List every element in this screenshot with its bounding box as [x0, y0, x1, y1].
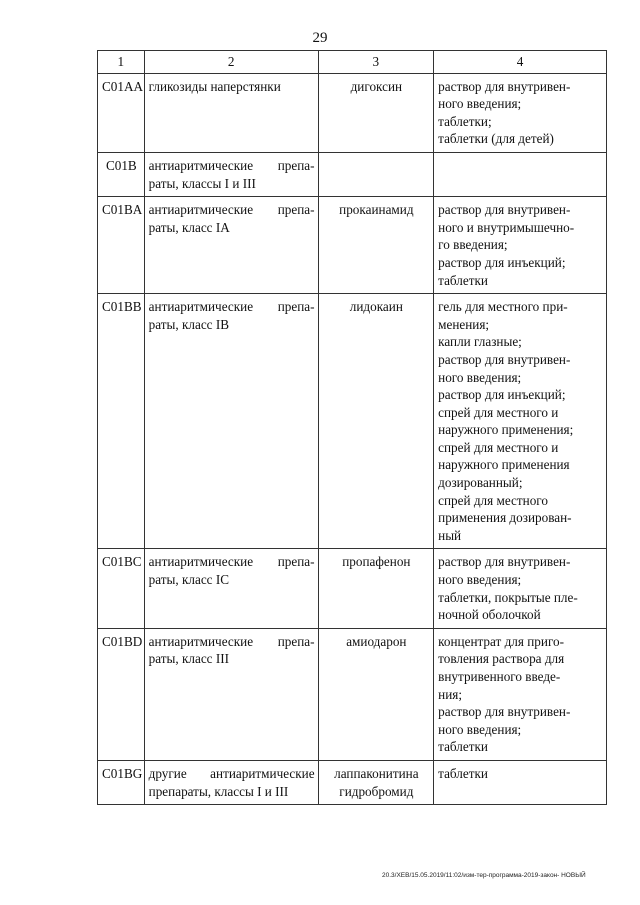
- dosage-form-cell: [434, 294, 607, 549]
- dosage-form-line: ного введения;: [438, 369, 522, 385]
- anatomical-therapeutic-group-cell: антиаритмические препа-раты, класс III: [144, 628, 318, 760]
- dosage-form-line: ного введения;: [438, 721, 522, 737]
- atc-code-cell: C01BB: [98, 294, 145, 549]
- anatomical-therapeutic-group-cell: другие антиаритмические препараты, классы I и III: [144, 760, 318, 804]
- column-header: 3: [318, 51, 434, 74]
- drug-inn-line: дигоксин: [350, 78, 403, 94]
- dosage-form-cell: [434, 73, 607, 152]
- dosage-form-line: раствор для внутривен-: [438, 202, 571, 218]
- dosage-form-line: раствор для внутривен-: [438, 78, 571, 94]
- dosage-form-line: раствор для внутривен-: [438, 351, 571, 367]
- dosage-form-line: таблетки (для детей): [438, 131, 554, 147]
- drug-inn-line: амиодарон: [346, 633, 407, 649]
- drug-inn-cell: [318, 549, 434, 628]
- table-row: [98, 294, 607, 549]
- dosage-form-line: наружного применения: [438, 457, 570, 473]
- dosage-form-cell: [434, 628, 607, 760]
- anatomical-therapeutic-group-cell: антиаритмические препа-раты, класс IB: [144, 294, 318, 549]
- table-row: [98, 197, 607, 294]
- table-row: [98, 628, 607, 760]
- column-header: 4: [434, 51, 607, 74]
- anatomical-therapeutic-group-cell: гликозиды наперстянки: [144, 73, 318, 152]
- dosage-form-line: внутривенного введе-: [438, 669, 561, 684]
- table-row: [98, 73, 607, 152]
- atc-code-cell: C01BC: [98, 549, 145, 628]
- column-header: 2: [144, 51, 318, 74]
- dosage-form-line: ного введения;: [438, 96, 522, 112]
- dosage-form-line: раствор для внутривен-: [438, 554, 571, 570]
- dosage-form-line: го введения;: [438, 237, 508, 253]
- table-row: [98, 760, 607, 804]
- dosage-form-line: спрей для местного и: [438, 439, 559, 455]
- table-header-row: [98, 51, 607, 74]
- dosage-form-line: таблетки: [438, 272, 488, 288]
- dosage-form-line: ный: [438, 527, 462, 543]
- drug-inn-line: прокаинамид: [339, 202, 414, 218]
- dosage-form-line: наружного применения;: [438, 422, 574, 438]
- atc-code-cell: C01AA: [98, 73, 145, 152]
- drug-inn-line: пропафенон: [342, 554, 411, 570]
- drug-inn-line: гидробромид: [339, 783, 414, 799]
- table-row: [98, 152, 607, 196]
- drug-inn-cell: [318, 760, 434, 804]
- drug-inn-cell: [318, 628, 434, 760]
- page-number: 29: [312, 30, 328, 46]
- drug-inn-line: лаппаконитина: [334, 765, 419, 781]
- dosage-form-line: менения;: [438, 316, 490, 332]
- dosage-form-line: таблетки: [438, 765, 488, 781]
- dosage-form-cell: [434, 197, 607, 294]
- dosage-form-cell: [434, 549, 607, 628]
- atc-code-cell: C01BA: [98, 197, 145, 294]
- atc-code-cell: C01BD: [98, 628, 145, 760]
- footer-document-id: 20.3/ХЕВ/15.05.2019/11:02/изм-тер-программа-2019-закон- НОВЫЙ: [382, 872, 586, 879]
- dosage-form-line: таблетки, покрытые пле-: [438, 589, 578, 605]
- dosage-form-line: таблетки;: [438, 113, 492, 129]
- dosage-form-cell: [434, 152, 607, 196]
- dosage-form-line: спрей для местного: [438, 492, 548, 508]
- dosage-form-line: ного введения;: [438, 572, 522, 588]
- dosage-form-line: ночной оболочкой: [438, 607, 541, 623]
- dosage-form-line: таблетки: [438, 739, 488, 755]
- dosage-form-line: применения дозирован-: [438, 510, 572, 526]
- dosage-form-line: раствор для инъекций;: [438, 254, 566, 270]
- drug-table: [97, 50, 607, 805]
- anatomical-therapeutic-group-cell: антиаритмические препа-раты, класс IA: [144, 197, 318, 294]
- dosage-form-cell: [434, 760, 607, 804]
- anatomical-therapeutic-group-cell: антиаритмические препа-раты, класс IC: [144, 549, 318, 628]
- dosage-form-line: раствор для внутривен-: [438, 704, 571, 720]
- dosage-form-line: спрей для местного и: [438, 404, 559, 420]
- dosage-form-line: ния;: [438, 686, 462, 702]
- anatomical-therapeutic-group-cell: антиаритмические препа-раты, классы I и III: [144, 152, 318, 196]
- dosage-form-line: ного и внутримышечно-: [438, 219, 575, 235]
- dosage-form-line: раствор для инъекций;: [438, 387, 566, 403]
- dosage-form-line: концентрат для приго-: [438, 633, 565, 649]
- drug-inn-cell: [318, 294, 434, 549]
- drug-inn-cell: [318, 73, 434, 152]
- column-header: 1: [98, 51, 145, 74]
- dosage-form-line: гель для местного при-: [438, 299, 568, 315]
- table-row: [98, 549, 607, 628]
- dosage-form-line: дозированный;: [438, 475, 523, 491]
- drug-inn-line: лидокаин: [349, 299, 403, 315]
- drug-inn-cell: [318, 197, 434, 294]
- atc-code-cell: C01BG: [98, 760, 145, 804]
- drug-inn-cell: [318, 152, 434, 196]
- atc-code-cell: C01B: [98, 152, 145, 196]
- dosage-form-line: капли глазные;: [438, 334, 522, 350]
- dosage-form-line: товления раствора для: [438, 651, 565, 667]
